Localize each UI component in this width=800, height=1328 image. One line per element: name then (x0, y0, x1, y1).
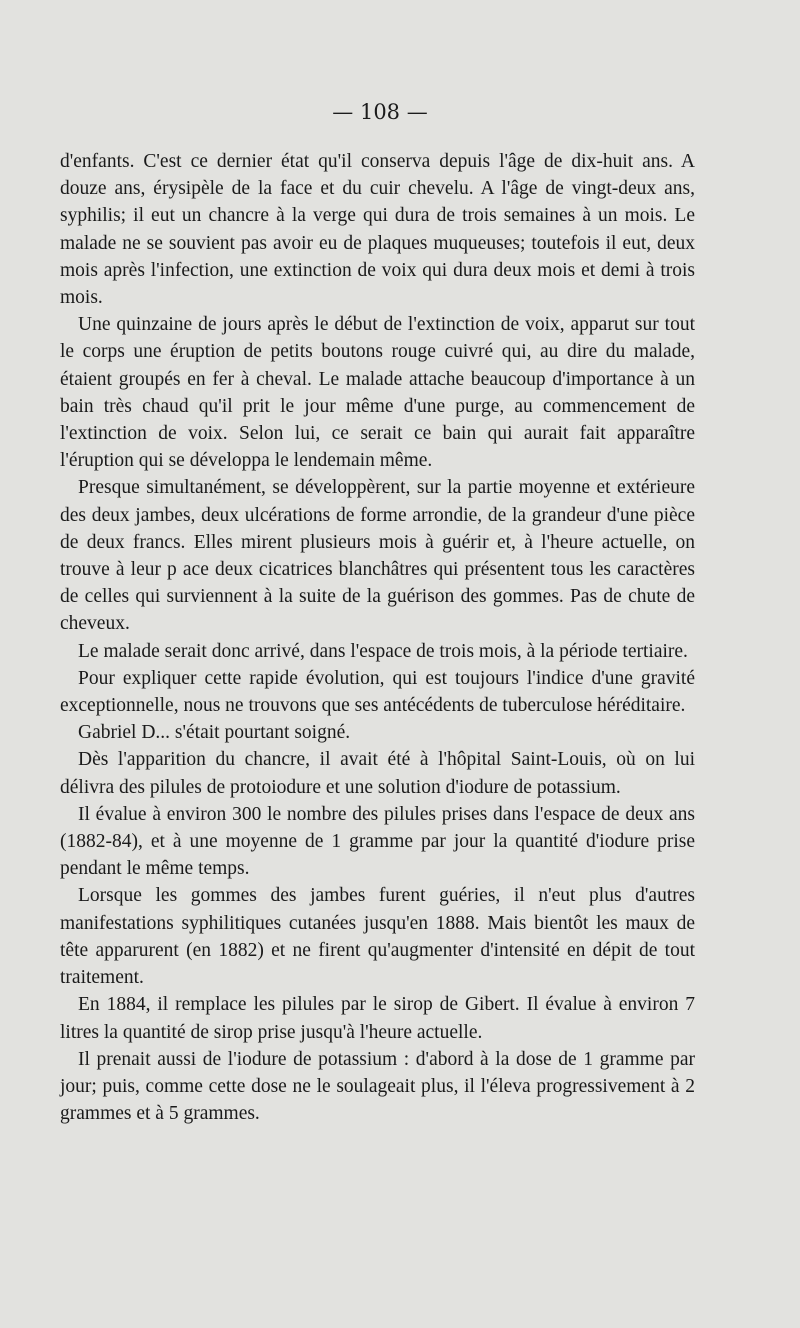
paragraph-11: Il prenait aussi de l'iodure de potassium : d'abord à la dose de 1 gramme par jour; puis, comme cette dose ne le soulageait plus, il l'éleva progressivement à 2 grammes et à 5 grammes. (60, 1048, 695, 1125)
paragraph-3: Presque simultanément, se développèrent, sur la partie moyenne et extérieure des deux jambes, deux ulcérations de forme arrondie, de la grandeur d'une pièce de deux francs. Elles mirent plusieurs mois à guérir et, à l'heure actuelle, on trouve à leur p ace deux cicatrices blanchâtres qui présentent tous les caractères de celles qui surviennent à la suite de la guérison des gommes. Pas de chute de cheveux. (60, 477, 695, 635)
page-number: — 108 — (332, 100, 428, 124)
paragraph-10: En 1884, il remplace les pilules par le sirop de Gibert. Il évalue à environ 7 litres la quantité de sirop prise jusqu'à l'heure actuelle. (60, 994, 695, 1043)
paragraph-1: d'enfants. C'est ce dernier état qu'il conserva depuis l'âge de dix-huit ans. A douze ans, érysipèle de la face et du cuir chevelu. A l'âge de vingt-deux ans, syphilis; il eut un chancre à la verge qui dura de trois semaines à un mois. Le malade ne se souvient pas avoir eu de plaques muqueuses; toutefois il eut, deux mois après l'infection, une extinction de voix qui dura deux mois et demi à trois mois. (60, 151, 695, 309)
paragraph-7: Dès l'apparition du chancre, il avait été à l'hôpital Saint-Louis, où on lui délivra des pilules de protoiodure et une solution d'iodure de potassium. (60, 749, 695, 798)
paragraph-5: Pour expliquer cette rapide évolution, qui est toujours l'indice d'une gravité exceptionnelle, nous ne trouvons que ses antécédents de tuberculose héréditaire. (60, 667, 695, 717)
body-text (60, 148, 695, 1127)
paragraph-4: Le malade serait donc arrivé, dans l'espace de trois mois, à la période tertiaire. (78, 640, 688, 662)
paragraph-6: Gabriel D... s'était pourtant soigné. (78, 722, 351, 744)
paragraph-2: Une quinzaine de jours après le début de l'extinction de voix, apparut sur tout le corps une éruption de petits boutons rouge cuivré qui, au dire du malade, étaient groupés en fer à cheval. Le malade attache beaucoup d'importance à un bain très chaud qu'il prit le jour même d'une purge, au commencement de l'extinction de voix. Selon lui, ce serait ce bain qui aurait fait apparaître l'éruption qui se développa le lendemain même. (60, 314, 695, 472)
paragraph-8: Il évalue à environ 300 le nombre des pilules prises dans l'espace de deux ans (1882-84), et à une moyenne de 1 gramme par jour la quantité d'iodure prise pendant le même temps. (60, 803, 695, 880)
paragraph-9: Lorsque les gommes des jambes furent guéries, il n'eut plus d'autres manifestations syphilitiques cutanées jusqu'en 1888. Mais bientôt les maux de tête apparurent (en 1882) et ne firent qu'augmenter d'intensité en dépit de tout traitement. (60, 885, 695, 989)
